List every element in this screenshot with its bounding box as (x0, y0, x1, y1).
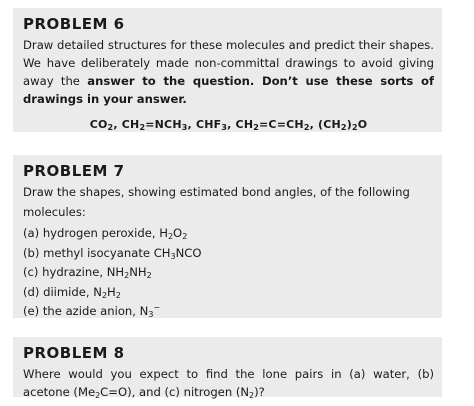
problem-8-heading: PROBLEM 8 (23, 344, 125, 362)
problem-6-text-bold: answer to the question. Don’t use these sorts of drawings in your answer. (23, 74, 435, 106)
problem-7-intro: Draw the shapes, showing estimated bond angles, of the following molecules: (23, 185, 410, 219)
problem-7-box (13, 155, 442, 318)
problem-6-text (23, 36, 434, 108)
formula-ch2nch3: $CH_2=NCH_3$, (121, 118, 192, 132)
problem-8-box (13, 337, 442, 400)
formula-chf3: $CHF_3$, (195, 118, 232, 132)
formula-allene: $CH_2=C=CH_2$, (235, 118, 314, 132)
problem-6-heading: PROBLEM 6 (23, 15, 125, 33)
problem-7-heading: PROBLEM 7 (23, 162, 125, 180)
problem-6-box (13, 8, 442, 132)
problem-7-item-a: (a) hydrogen peroxide, $H_2O_2$ (23, 226, 188, 241)
formula-co2: $CO_2$, (89, 118, 118, 132)
problem-7-item-d: (d) diimide, $N_2H_2$ (23, 284, 121, 300)
problem-6-formulas (23, 118, 434, 131)
problem-7-item-b: (b) methyl isocyanate $CH_3NCO$ (23, 245, 202, 261)
problem-6-text-normal: Draw detailed structures for these molecules and predict their shapes. We have deliberately made non-committal drawings to avoid giving away the (23, 38, 434, 88)
formula-oxetane: $(CH_2)_2O$ (318, 118, 368, 132)
problem-7-item-e: (e) the azide anion, $N_3^-$ (23, 303, 161, 319)
problem-8-text: Where would you expect to find the lone pairs in (a) water, (b) acetone $(Me_2C=O)$, and (c) nitrogen $(N_2)$? (23, 367, 434, 400)
problem-7-item-c: (c) hydrazine, $NH_2NH_2$ (23, 265, 152, 280)
